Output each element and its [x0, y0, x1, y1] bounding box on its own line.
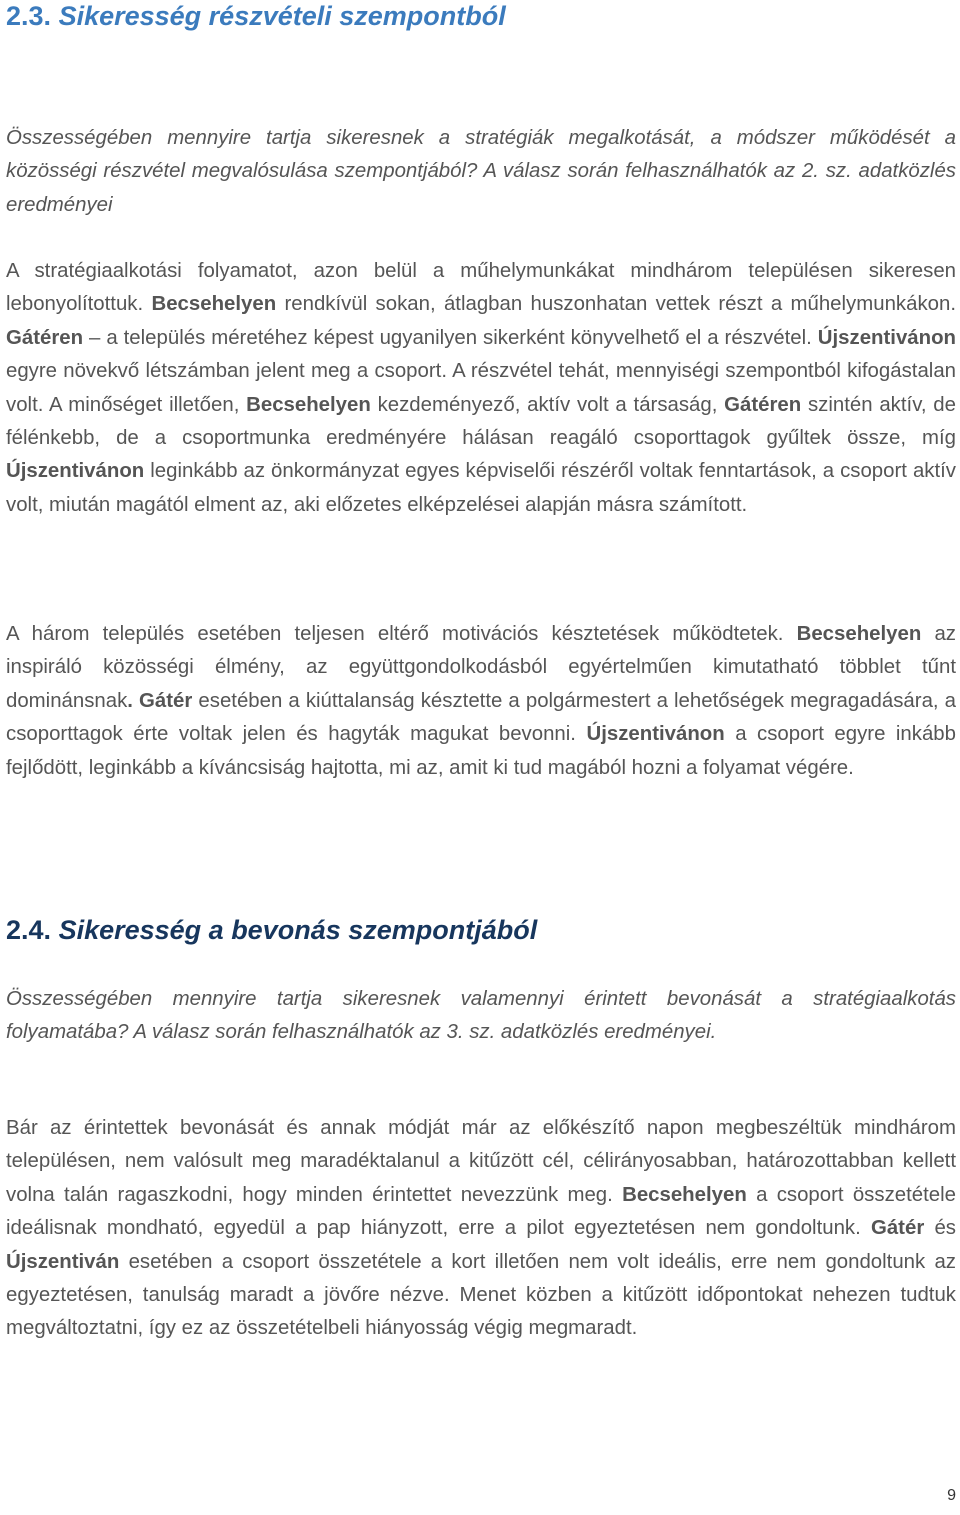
body-paragraph: A három település esetében teljesen eltérő motivációs késztetések működtetek. Becsehelyen az inspiráló közösségi élmény, az együttgondolkodásból egyértelműen kimutatható többlet tűnt dominánsnak. Gátér esetében a kiúttalanság késztette a polgármestert a lehetőségek megragadására, a csoporttagok érte voltak jelen és hagyták magukat bevonni. Újszentivánon a csoport egyre inkább fejlődött, leginkább a kíváncsiság hajtotta, mi az, amit ki tud magából hozni a folyamat végére. — [6, 623, 956, 779]
place-name: Újszentivánon — [6, 460, 145, 483]
place-name: Becsehelyen — [622, 1183, 747, 1206]
place-name: Újszentivánon — [817, 326, 956, 349]
section-heading-2-3 — [6, 0, 506, 32]
section-title: Sikeresség részvételi szempontból — [58, 1, 506, 31]
place-name: Újszentiván — [6, 1250, 120, 1273]
place-name: Gátéren — [6, 326, 84, 349]
section-question: Összességében mennyire tartja sikeresnek a stratégiák megalkotását, a módszer működését a közösségi részvétel megvalósulása szempontjából? A válasz során felhasználhatók az 2. sz. adatközlés eredményei — [6, 127, 956, 216]
body-paragraph: Bár az érintettek bevonását és annak módját már az előkészítő napon megbeszéltük mindhárom településen, nem valósult meg maradéktalanul a kitűzött cél, célirányosabban, határozottabban kellett volna talán ragaszkodni, hogy minden érintettet nevezzünk meg. Becsehelyen a csoport összetétele ideálisnak mondható, egyedül a pap hiányzott, erre a pilot egyeztetésen nem gondoltunk. Gátér és Újszentiván esetében a csoport összetétele a kort illetően nem volt ideális, erre nem gondoltunk az egyeztetésen, tanulság maradt a jövőre nézve. Menet közben a kitűzött időpontokat nehezen tudtuk megváltoztatni, így ez az összetételbeli hiányosság végig megmaradt. — [6, 1117, 957, 1340]
section-number: 2.3. — [6, 1, 52, 31]
place-name: Becsehelyen — [796, 623, 922, 645]
place-name: Gátéren — [724, 393, 802, 416]
page-number: 9 — [947, 1487, 956, 1504]
place-name: Újszentivánon — [586, 723, 725, 746]
section-title: Sikeresség a bevonás szempontjából — [58, 915, 538, 945]
body-paragraph: A stratégiaalkotási folyamatot, azon belül a műhelymunkákat mindhárom településen sikeresen lebonyolítottuk. Becsehelyen rendkívül sokan, átlagban huszonhatan vettek részt a műhelymunkákon. Gátéren – a település méretéhez képest ugyanilyen sikerként könyvelhető el a részvétel. Újszentivánon egyre növekvő létszámban jelent meg a csoport. A részvétel tehát, mennyiségi szempontból kifogástalan volt. A minőséget illetően, Becsehelyen kezdeményező, aktív volt a társaság, Gátéren szintén aktív, de félénkebb, de a csoportmunka eredményére hálásan reagáló csoporttagok gyűltek össze, míg Újszentivánon leginkább az önkormányzat egyes képviselői részéről voltak fenntartások, a csoport aktív volt, miután magától elment az, aki előzetes elképzelései alapján másra számított. — [6, 260, 956, 516]
section-question: Összességében mennyire tartja sikeresnek valamennyi érintett bevonását a stratégiaalkotás folyamatába? A válasz során felhasználhatók az 3. sz. adatközlés eredményei. — [6, 988, 956, 1044]
section-number: 2.4. — [6, 915, 52, 945]
section-heading-2-4 — [6, 914, 537, 946]
place-name: . Gátér — [127, 689, 193, 712]
place-name: Becsehelyen — [246, 393, 371, 416]
place-name: Becsehelyen — [151, 293, 277, 316]
place-name: Gátér — [870, 1217, 925, 1240]
